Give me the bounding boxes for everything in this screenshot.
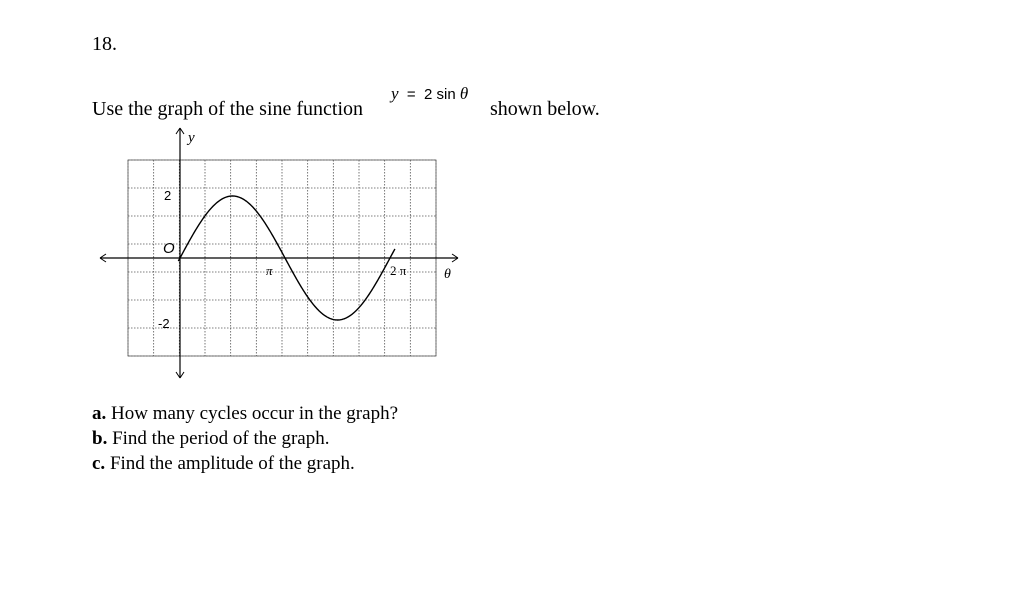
part-a	[92, 403, 398, 425]
part-a-letter: a.	[92, 403, 107, 424]
y-tick-label-neg-2: -2	[158, 316, 170, 331]
part-c-text: Find the amplitude of the graph.	[109, 453, 355, 474]
x-axis-label: θ	[444, 267, 451, 282]
origin-label: O	[163, 240, 175, 257]
part-c	[92, 453, 355, 475]
part-b	[92, 428, 329, 450]
part-a-text: How many cycles occur in the graph?	[111, 403, 399, 424]
formula-equals: =	[406, 86, 416, 103]
formula-rhs: 2 sin	[424, 86, 456, 103]
part-b-text: Find the period of the graph.	[112, 428, 330, 449]
formula-lhs: y	[391, 84, 399, 103]
y-tick-label-2: 2	[164, 188, 172, 203]
y-axis-label: y	[188, 130, 195, 146]
question-number: 18.	[92, 33, 117, 55]
intro-tail-text: shown below.	[490, 98, 600, 120]
part-b-letter: b.	[92, 428, 108, 449]
formula-variable: θ	[459, 84, 469, 103]
x-tick-label-2pi: 2 π	[390, 263, 407, 278]
intro-text: Use the graph of the sine function	[92, 98, 364, 120]
part-c-letter: c.	[92, 453, 106, 474]
x-tick-label-pi: π	[266, 263, 273, 278]
